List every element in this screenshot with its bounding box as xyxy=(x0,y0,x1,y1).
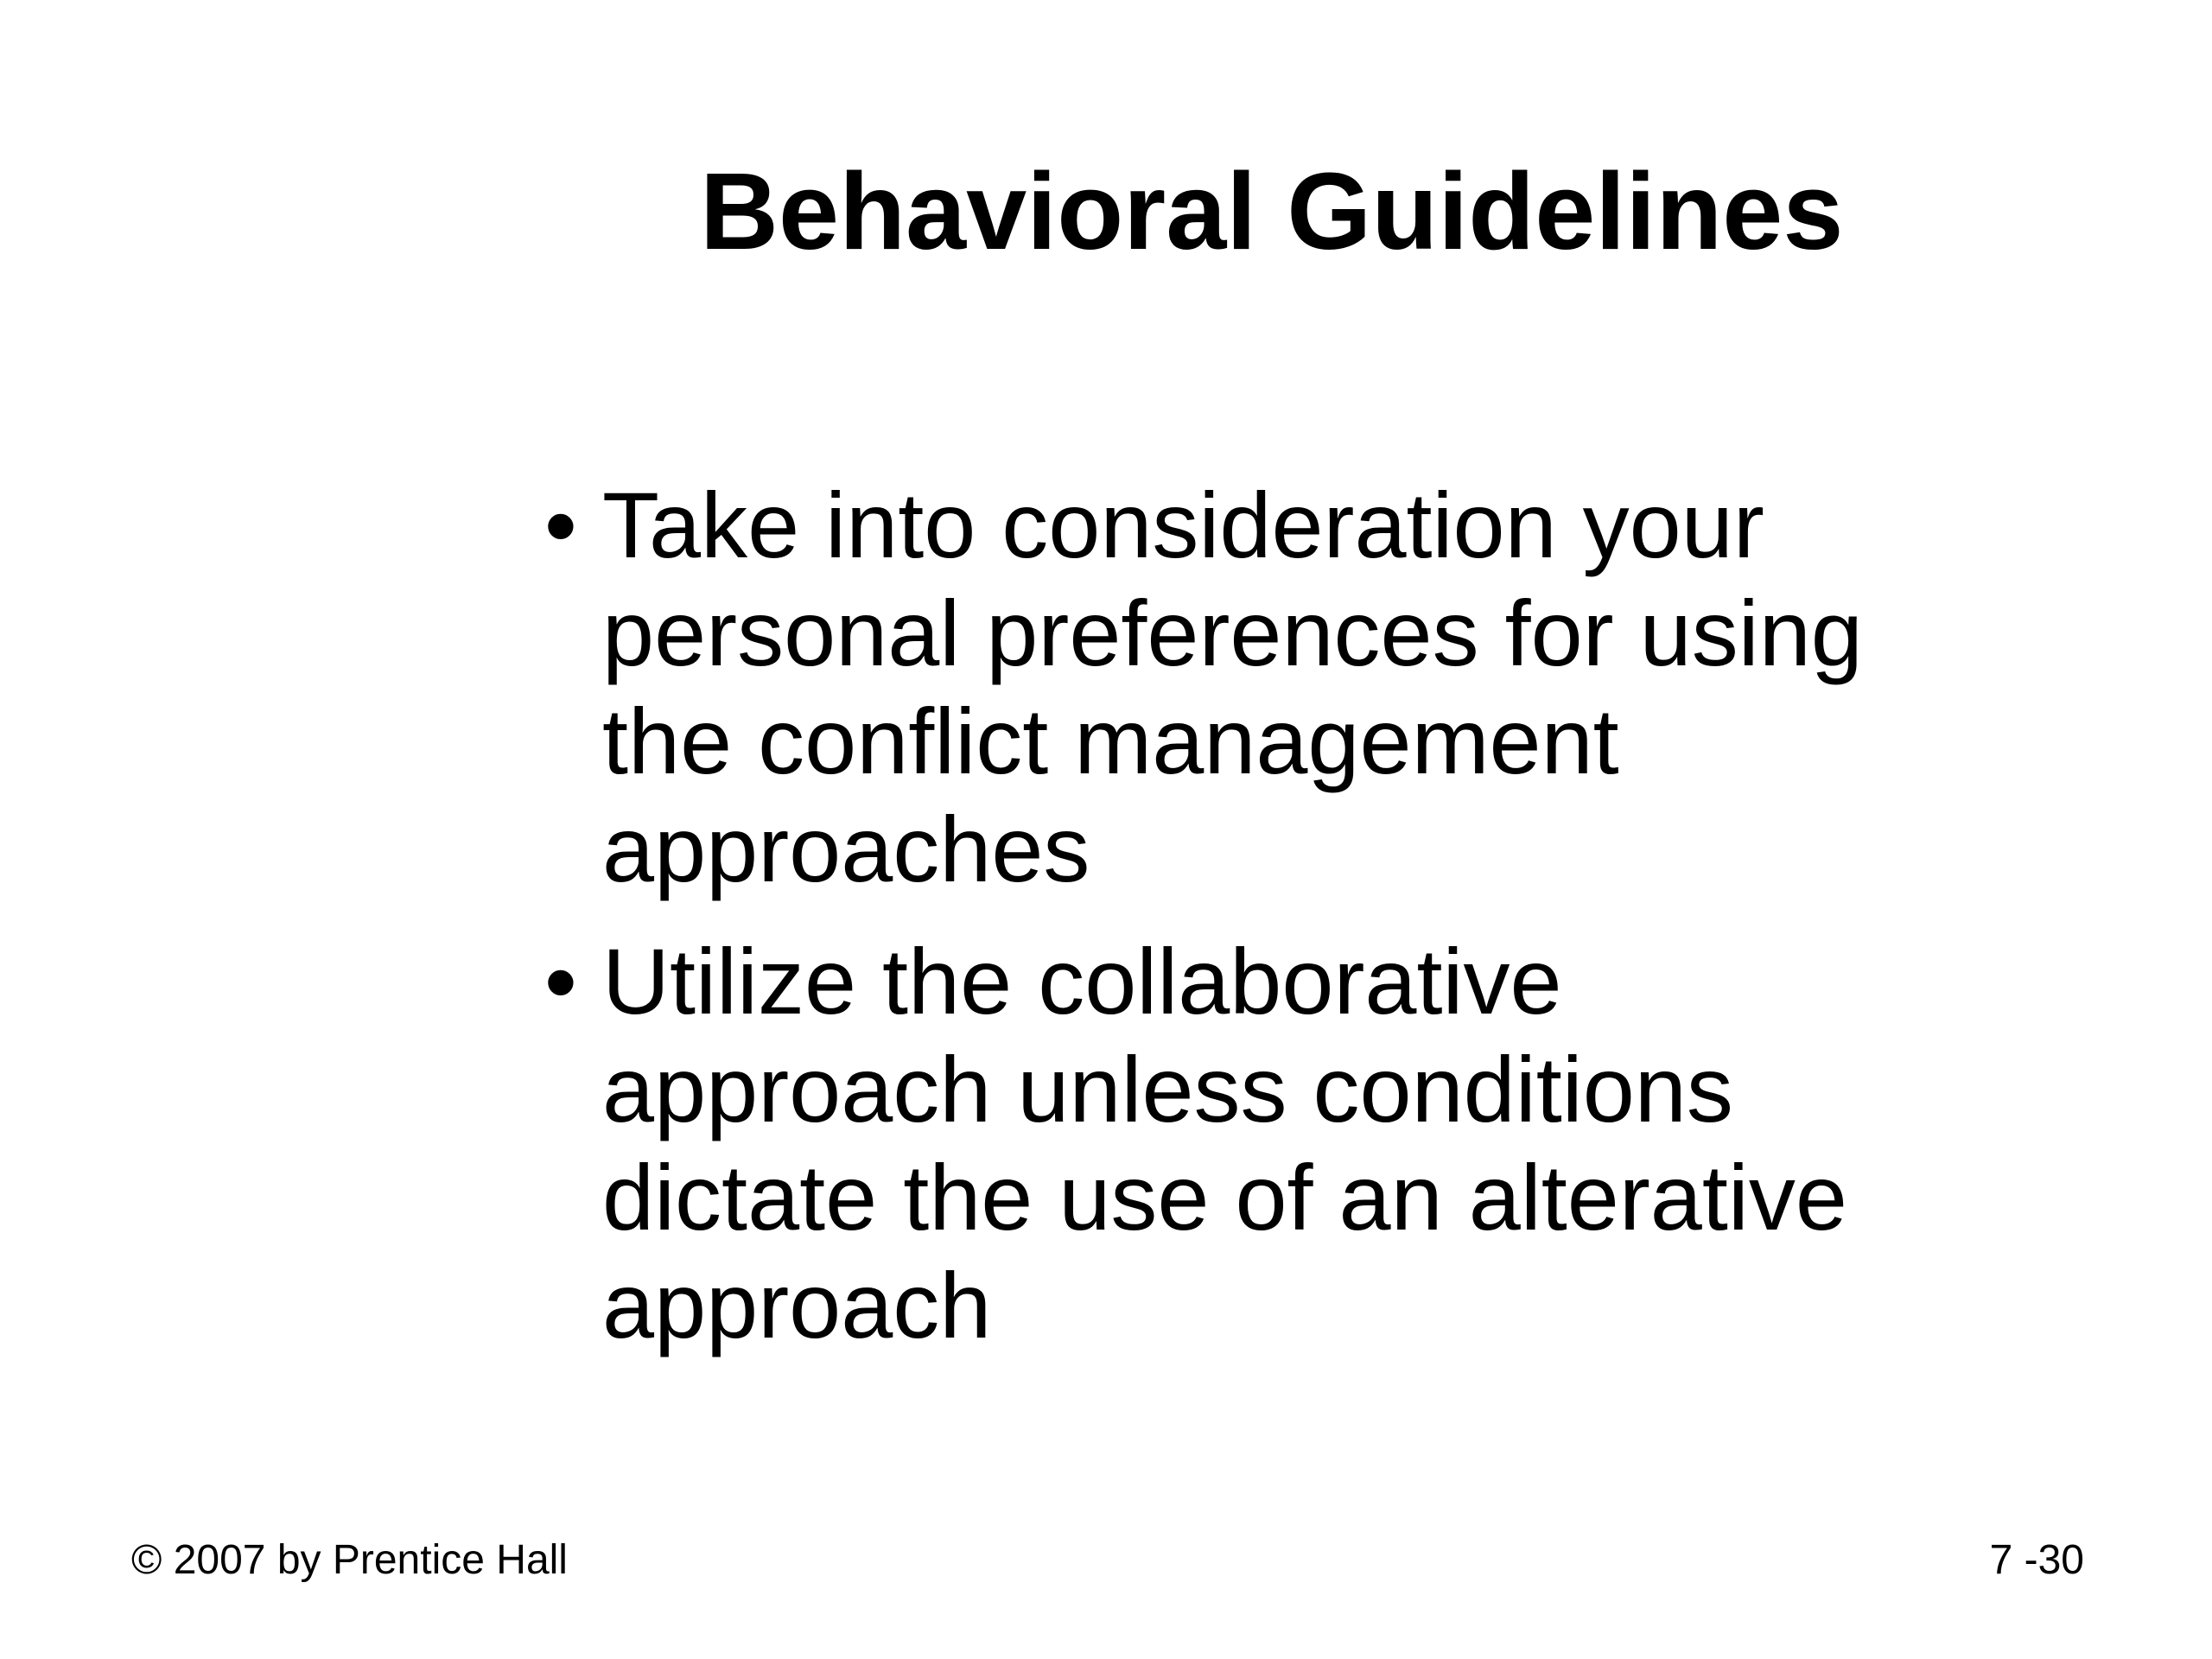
footer-page-number: 7 -30 xyxy=(1989,1537,2084,1583)
bullet-text-line: dictate the use of an alterative xyxy=(602,1145,1847,1249)
bullet-text-line: Take into consideration your xyxy=(602,473,1764,577)
bullet-text-line: Utilize the collaborative xyxy=(602,929,1562,1033)
bullet-text-line: the conflict management xyxy=(602,689,1619,793)
footer-copyright: © 2007 by Prentice Hall xyxy=(131,1537,568,1583)
bullet-text-line: approach unless conditions xyxy=(602,1037,1733,1141)
bullet-item xyxy=(544,471,2065,903)
bullet-icon: • xyxy=(544,473,577,577)
bullet-text-line: approaches xyxy=(602,797,1090,901)
bullet-item xyxy=(544,927,2065,1359)
bullet-text-line: personal preferences for using xyxy=(602,581,1863,685)
bullet-list xyxy=(544,471,2065,1383)
slide-title: Behavioral Guidelines xyxy=(700,150,1844,272)
bullet-text-line: approach xyxy=(602,1253,992,1357)
bullet-icon: • xyxy=(544,929,577,1033)
